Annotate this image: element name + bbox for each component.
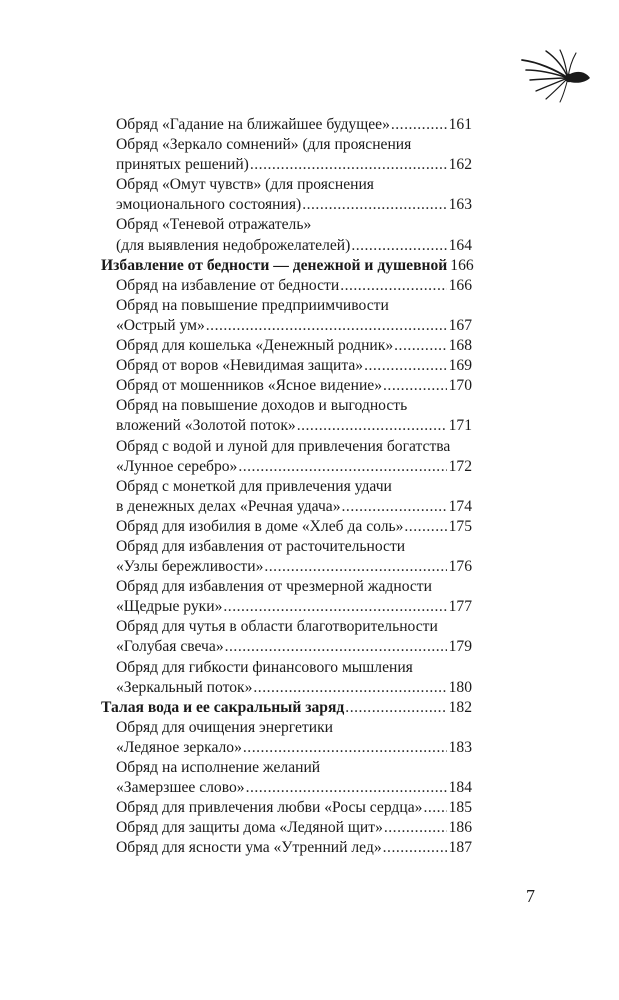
dot-leader <box>302 195 446 215</box>
toc-entry-title: в денежных делах «Речная удача» <box>116 497 341 515</box>
toc-entry[interactable] <box>101 437 472 477</box>
toc-line <box>101 236 472 256</box>
toc-entry-title: Обряд с водой и луной для привлечения богатства <box>116 437 451 455</box>
toc-line <box>101 155 472 175</box>
toc-page-number: 186 <box>448 819 472 837</box>
toc-entry-title: Обряд для изобилия в доме «Хлеб да соль» <box>116 517 404 535</box>
toc-entry-title: принятых решений) <box>116 156 249 174</box>
toc-page-number: 170 <box>448 377 472 395</box>
dot-leader <box>351 236 446 256</box>
toc-entry[interactable] <box>101 798 472 818</box>
toc-page-number: 184 <box>448 779 472 797</box>
toc-line <box>101 356 472 376</box>
toc-entry-title: Талая вода и ее сакральный заряд <box>101 698 345 716</box>
toc-line <box>101 798 472 818</box>
toc-entry[interactable] <box>101 396 472 436</box>
toc-entry[interactable] <box>101 376 472 396</box>
toc-entry-title: Обряд для чутья в области благотворительности <box>116 618 438 636</box>
page-number: 7 <box>526 886 535 906</box>
toc-entry[interactable] <box>101 658 472 698</box>
toc-entry-title: Обряд на исполнение желаний <box>116 759 321 776</box>
toc-entry-title: «Лунное серебро» <box>116 457 238 475</box>
toc-line <box>101 658 472 678</box>
toc-page-number: 177 <box>448 598 472 616</box>
toc-entry-title: Обряд для избавления от чрезмерной жадности <box>116 578 432 596</box>
dot-leader <box>383 838 447 858</box>
toc-entry[interactable] <box>101 718 472 758</box>
toc-line <box>101 336 472 356</box>
toc-entry-title: вложений «Золотой поток» <box>116 417 296 435</box>
toc-entry-title: Обряд для гибкости финансового мышления <box>116 658 413 676</box>
toc-line <box>101 175 472 195</box>
toc-entry[interactable] <box>101 537 472 577</box>
toc-page-number: 187 <box>448 839 472 857</box>
toc-entry-title: Обряд для ясности ума «Утренний лед» <box>116 839 382 857</box>
toc-line <box>101 437 472 457</box>
toc-page-number: 162 <box>448 156 472 174</box>
dot-leader <box>206 316 447 336</box>
toc-line <box>101 396 472 416</box>
toc-line <box>101 738 472 758</box>
toc-entry-title: «Щедрые руки» <box>116 598 223 616</box>
dot-leader <box>238 457 446 477</box>
dot-leader <box>423 798 446 818</box>
toc-line <box>101 517 472 537</box>
toc-entry-title: «Зеркальный поток» <box>116 678 253 696</box>
toc-entry-title: Обряд «Теневой отражатель» <box>116 216 312 234</box>
toc-entry-title: Обряд от мошенников «Ясное видение» <box>116 377 383 395</box>
toc-line <box>101 698 472 718</box>
toc-page-number: 182 <box>448 698 472 716</box>
toc-entry-title: Обряд от воров «Невидимая защита» <box>116 357 364 375</box>
toc-line <box>101 718 472 738</box>
toc-line <box>101 457 472 477</box>
toc-line <box>101 477 472 497</box>
toc-page-number: 180 <box>448 678 472 696</box>
toc-page-number: 179 <box>448 638 472 656</box>
dot-leader <box>384 818 447 838</box>
toc-page-number: 183 <box>448 738 472 756</box>
dot-leader <box>250 155 447 175</box>
toc-page-number: 166 <box>450 256 474 274</box>
toc-entry-title: Обряд на избавление от бедности <box>116 276 340 294</box>
dot-leader <box>383 376 447 396</box>
dot-leader <box>340 276 446 296</box>
toc-entry-title: Обряд «Гадание на ближайшее будущее» <box>116 116 390 133</box>
toc-line <box>101 135 472 155</box>
toc-entry-title: «Узлы бережливости» <box>116 558 264 576</box>
toc-line <box>101 758 472 778</box>
toc-entry-title: эмоционального состояния) <box>116 196 302 214</box>
toc-entry[interactable] <box>101 517 472 537</box>
toc-entry-title: Избавление от бедности — денежной и душевной <box>101 256 448 274</box>
toc-line <box>101 195 472 215</box>
toc-line <box>101 416 472 436</box>
dot-leader <box>394 336 446 356</box>
toc-entry-title: «Замерзшее слово» <box>116 779 245 797</box>
toc-entry-title: Обряд для очищения энергетики <box>116 718 334 736</box>
toc-entry-title: Обряд на повышение предприимчивости <box>116 296 389 314</box>
toc-line <box>101 497 472 517</box>
toc-entry-title: Обряд «Зеркало сомнений» (для прояснения <box>116 136 412 154</box>
toc-entry[interactable] <box>101 175 472 215</box>
toc-entry-title: Обряд на повышение доходов и выгодность <box>116 397 408 415</box>
toc-entry-title: (для выявления недоброжелателей) <box>116 236 351 254</box>
toc-entry[interactable] <box>101 577 472 617</box>
toc-page-number: 176 <box>448 558 472 576</box>
toc-line <box>101 115 472 135</box>
dot-leader <box>243 738 447 758</box>
toc-entry[interactable] <box>101 617 472 657</box>
toc-entry[interactable] <box>101 818 472 838</box>
toc-line <box>101 818 472 838</box>
dot-leader <box>264 557 446 577</box>
toc-entry[interactable] <box>101 296 472 336</box>
toc-entry[interactable] <box>101 758 472 798</box>
sun-rays-icon <box>520 48 592 104</box>
toc-line <box>101 637 472 657</box>
toc-line <box>101 838 472 858</box>
toc-entry-title: Обряд «Омут чувств» (для прояснения <box>116 176 374 194</box>
toc-entry[interactable] <box>101 215 472 255</box>
toc-entry-title: Обряд с монеткой для привлечения удачи <box>116 477 392 495</box>
toc-entry[interactable] <box>101 276 472 296</box>
toc-line <box>101 537 472 557</box>
toc-section[interactable] <box>101 698 472 718</box>
toc-entry[interactable] <box>101 477 472 517</box>
toc-line <box>101 557 472 577</box>
toc-page-number: 172 <box>448 457 472 475</box>
toc-line <box>101 617 472 637</box>
toc-page-number: 166 <box>448 276 472 294</box>
dot-leader <box>297 416 447 436</box>
toc-entry-title: Обряд для привлечения любви «Росы сердца» <box>116 799 423 817</box>
toc-line <box>101 376 472 396</box>
toc-line <box>101 296 472 316</box>
dot-leader <box>246 778 447 798</box>
toc-page-number: 169 <box>448 357 472 375</box>
toc-entry-title: «Голубая свеча» <box>116 638 224 656</box>
dot-leader <box>364 356 447 376</box>
toc-page-number: 185 <box>448 799 472 817</box>
dot-leader <box>342 497 447 517</box>
toc-line <box>101 597 472 617</box>
toc-entry-title: «Ледяное зеркало» <box>116 738 242 756</box>
toc-entry[interactable] <box>101 838 472 858</box>
toc-page-number: 175 <box>448 517 472 535</box>
toc-page-number: 163 <box>448 196 472 214</box>
table-of-contents <box>101 115 472 858</box>
toc-line <box>101 778 472 798</box>
dot-leader <box>345 698 446 718</box>
toc-line <box>101 276 472 296</box>
toc-entry-title: Обряд для защиты дома «Ледяной щит» <box>116 819 383 837</box>
toc-line <box>101 316 472 336</box>
toc-page-number: 167 <box>448 316 472 334</box>
toc-entry[interactable] <box>101 115 472 135</box>
toc-line <box>101 256 472 276</box>
toc-entry-title: Обряд для кошелька «Денежный родник» <box>116 337 394 355</box>
toc-page-number: 164 <box>448 236 472 254</box>
toc-line <box>101 215 472 235</box>
toc-page-number: 168 <box>448 337 472 355</box>
toc-section[interactable] <box>101 256 472 276</box>
toc-entry[interactable] <box>101 336 472 356</box>
dot-leader <box>223 597 446 617</box>
dot-leader <box>253 678 446 698</box>
dot-leader <box>404 517 446 537</box>
toc-page-number: 174 <box>448 497 472 515</box>
toc-line <box>101 577 472 597</box>
dot-leader <box>225 637 447 657</box>
toc-page-number: 161 <box>448 116 472 133</box>
toc-entry[interactable] <box>101 356 472 376</box>
toc-entry-title: Обряд для избавления от расточительности <box>116 537 406 555</box>
toc-page-number: 171 <box>448 417 472 435</box>
toc-line <box>101 678 472 698</box>
dot-leader <box>391 115 447 135</box>
toc-entry[interactable] <box>101 135 472 175</box>
toc-entry-title: «Острый ум» <box>116 316 205 334</box>
